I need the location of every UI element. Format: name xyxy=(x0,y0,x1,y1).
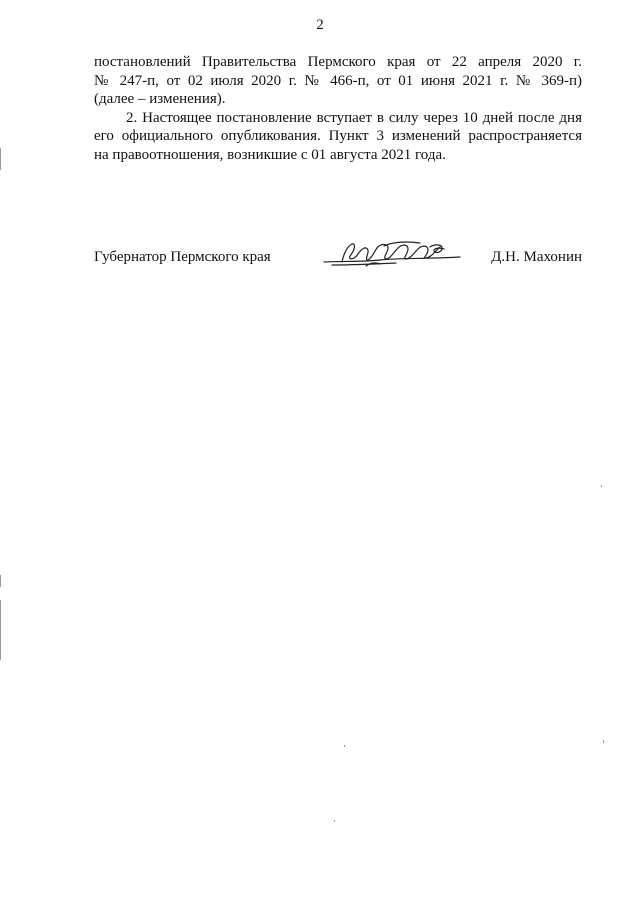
scan-speck xyxy=(334,820,335,822)
scan-speck xyxy=(601,485,602,487)
text-line: постановлений Правительства Пермского края от 22 апреля 2020 г. xyxy=(94,54,582,70)
document-body xyxy=(94,53,582,164)
scan-edge-mark xyxy=(0,575,1,587)
paragraph-continuation xyxy=(94,53,582,109)
scan-speck xyxy=(603,740,604,743)
scan-edge-mark xyxy=(0,148,1,170)
text-line: 2. Настоящее постановление вступает в силу через 10 дней после дня xyxy=(126,109,582,126)
signatory-name: Д.Н. Махонин xyxy=(491,249,582,265)
text-line: его официального опубликования. Пункт 3 изменений распространяется xyxy=(94,128,582,144)
paragraph-clause-2 xyxy=(94,109,582,165)
signatory-title: Губернатор Пермского края xyxy=(94,249,271,265)
text-line: № 247-п, от 02 июля 2020 г. № 466-п, от 01 июня 2021 г. № 369-п) xyxy=(94,72,582,89)
scan-edge-mark xyxy=(0,600,1,660)
handwritten-signature xyxy=(322,238,462,272)
text-line: на правоотношения, возникшие с 01 августа 2021 года. xyxy=(94,146,446,163)
page-number: 2 xyxy=(316,17,324,33)
scan-speck xyxy=(344,745,345,747)
text-line: (далее – изменения). xyxy=(94,91,226,107)
